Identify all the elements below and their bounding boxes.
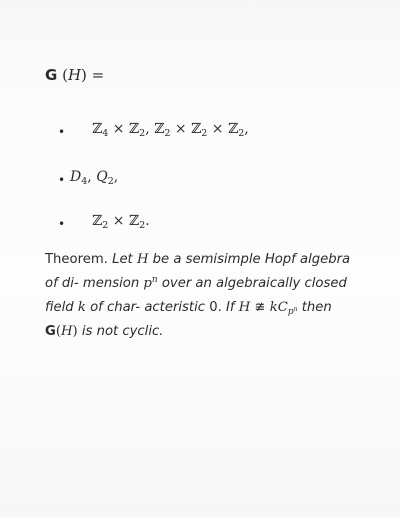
list-bullet-2: • (58, 173, 66, 187)
math-k: k (77, 300, 86, 315)
times-z: × ℤ (108, 213, 140, 229)
theorem-text: over an algebraically closed field (45, 276, 347, 315)
subscript (288, 307, 298, 317)
heading-h: H (67, 66, 82, 84)
list-item-1 (92, 121, 249, 140)
list-bullet-1: • (58, 125, 66, 139)
subscript: 2 (201, 128, 208, 140)
paren: ( (55, 324, 61, 339)
subscript: 2 (164, 128, 171, 140)
math-p: p (143, 276, 152, 291)
math-not-isomorphic: ≇ (254, 300, 266, 315)
theorem-text: acteristic (144, 300, 206, 315)
group-g-symbol: G (45, 324, 56, 339)
list-bullet-3: • (58, 217, 66, 231)
z-symbol: ℤ (92, 213, 103, 229)
heading-formula (45, 66, 104, 84)
heading-equals: ) = (81, 66, 105, 84)
subscript: 2 (139, 128, 146, 140)
theorem-paragraph (45, 248, 363, 344)
theorem-text: If (226, 300, 235, 315)
subscript: 2 (102, 220, 109, 232)
comma: , (244, 121, 249, 137)
math-kc-p-n (269, 300, 298, 318)
subscript: 4 (81, 176, 88, 188)
list-item-3 (92, 213, 150, 232)
theorem-label: Theorem. (45, 252, 108, 267)
math-p: p (287, 307, 294, 318)
period: . (145, 213, 150, 229)
math-h: H (136, 252, 149, 267)
superscript: n (293, 305, 298, 313)
subscript: 2 (238, 128, 245, 140)
z-symbol: ℤ (92, 121, 103, 137)
theorem-text: mension (82, 276, 140, 291)
math-kc: kC (269, 300, 288, 315)
list-item-2 (70, 169, 119, 188)
theorem-text: Let (112, 252, 133, 267)
paren: ) (72, 324, 78, 339)
math-h: H (60, 324, 73, 339)
separator: , (87, 169, 97, 185)
theorem-text: is not cyclic. (81, 324, 164, 339)
times-z: × ℤ (207, 121, 239, 137)
theorem-text: of char- (90, 300, 141, 315)
comma: , (113, 169, 119, 185)
math-zero: 0. (209, 300, 222, 315)
comma-z: , ℤ (145, 121, 165, 137)
subscript: 2 (139, 220, 146, 232)
subscript: 2 (107, 176, 114, 188)
d-symbol: D (70, 169, 82, 185)
theorem-text: be a semisimple Hopf algebra of di- (45, 252, 351, 291)
heading-paren-open: ( (62, 66, 68, 84)
subscript: 4 (102, 128, 109, 140)
group-g-symbol: G (45, 66, 58, 84)
math-h: H (238, 300, 251, 315)
superscript: n (151, 275, 158, 286)
q-symbol: Q (96, 169, 108, 185)
math-p-power (143, 276, 157, 291)
theorem-text: then (301, 300, 332, 315)
times-z: × ℤ (108, 121, 140, 137)
times-z: × ℤ (170, 121, 202, 137)
